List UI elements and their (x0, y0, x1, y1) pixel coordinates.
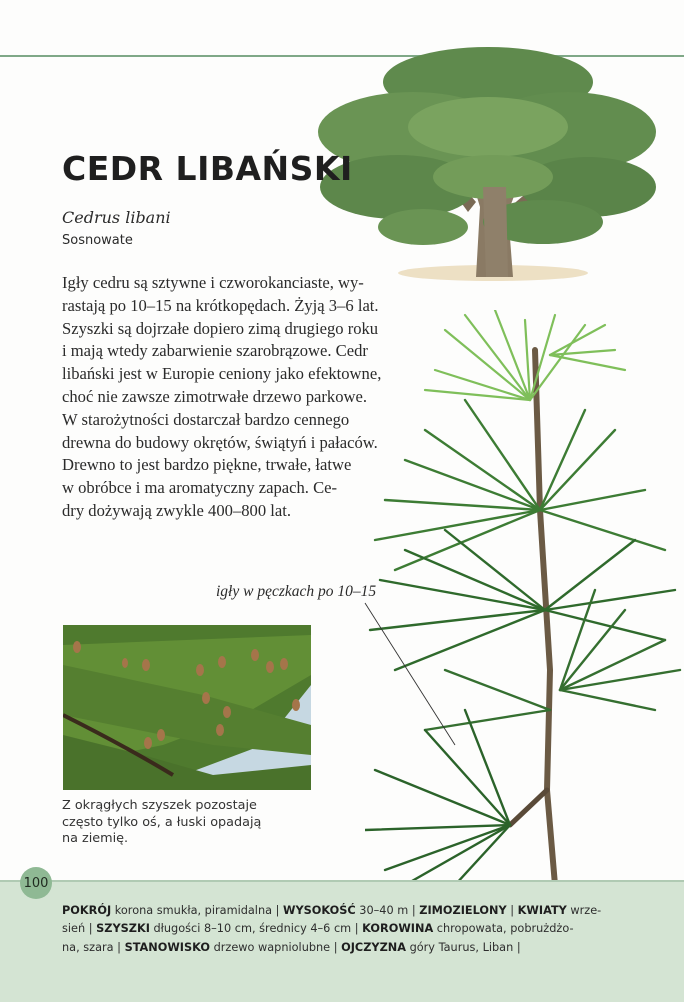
plant-family: Sosnowate (62, 233, 133, 248)
fact-label: KOROWINA (362, 922, 434, 936)
fact-label: ZIMOZIELONY (419, 904, 507, 917)
fact-label: STANOWISKO (124, 940, 210, 954)
fact-label: KWIATY (517, 904, 567, 917)
description-text (62, 272, 407, 523)
page-number-badge: 100 (20, 867, 52, 899)
fact-value: chropowata, pobrużdżo- (433, 922, 574, 936)
cedar-cones-photo (63, 625, 311, 790)
page-title: CEDR LIBAŃSKI (62, 149, 353, 188)
fact-value: | (506, 904, 518, 917)
fact-label: POKRÓJ (62, 904, 112, 917)
facts-line-1 (62, 902, 622, 920)
description-line: Drewno to jest bardzo piękne, trwałe, łatwe (62, 455, 352, 475)
fact-label: SZYSZKI (96, 922, 150, 936)
description-line: drewna do budowy okrętów, świątyń i pałaców. (62, 432, 378, 452)
cedar-needle-branch-illustration (365, 310, 684, 885)
description-line: i mają wtedy zabarwienie szarobrązowe. Cedr (62, 341, 368, 361)
fact-value: góry Taurus, Liban | (405, 940, 521, 954)
description-line: rastają po 10–15 na krótkopędach. Żyją 3–6 lat. (62, 295, 379, 315)
description-line: W starożytności dostarczał bardzo cennego (62, 409, 350, 429)
description-line: Igły cedru są sztywne i czworokanciaste, wy- (62, 273, 364, 292)
cedar-tree-illustration (318, 37, 658, 282)
description-line: choć nie zawsze zimotrwałe drzewo parkowe. (62, 386, 367, 406)
description-line: dry dożywają zwykle 400–800 lat. (62, 500, 292, 520)
fact-value: drzewo wapniolubne | (209, 940, 342, 954)
facts-line-2 (62, 920, 622, 938)
fact-value: sień | (62, 922, 97, 936)
caption-line: na ziemię. (62, 831, 129, 847)
fact-value: 30–40 m | (355, 904, 420, 917)
fact-value: długości 8–10 cm, średnicy 4–6 cm | (149, 922, 363, 936)
description-line: w obróbce i ma aromatyczny zapach. Ce- (62, 478, 338, 498)
fact-label: OJCZYZNA (341, 940, 406, 954)
photo-caption (62, 798, 322, 848)
description-line: Szyszki są dojrzałe dopiero zimą drugiego roku (62, 318, 379, 338)
caption-line: Z okrągłych szyszek pozostaje (62, 798, 257, 813)
fact-label: WYSOKOŚĆ (283, 904, 356, 917)
description-line: libański jest w Europie ceniony jako efektowne, (62, 364, 382, 384)
caption-line: często tylko oś, a łuski opadają (62, 814, 262, 830)
needle-annotation: igły w pęczkach po 10–15 (216, 583, 377, 600)
fact-value: na, szara | (62, 940, 125, 954)
facts-box (62, 902, 622, 957)
latin-name: Cedrus libani (62, 208, 171, 227)
facts-line-3 (62, 939, 622, 957)
fact-value: wrze- (566, 904, 602, 917)
fact-value: korona smukła, piramidalna | (111, 904, 284, 917)
